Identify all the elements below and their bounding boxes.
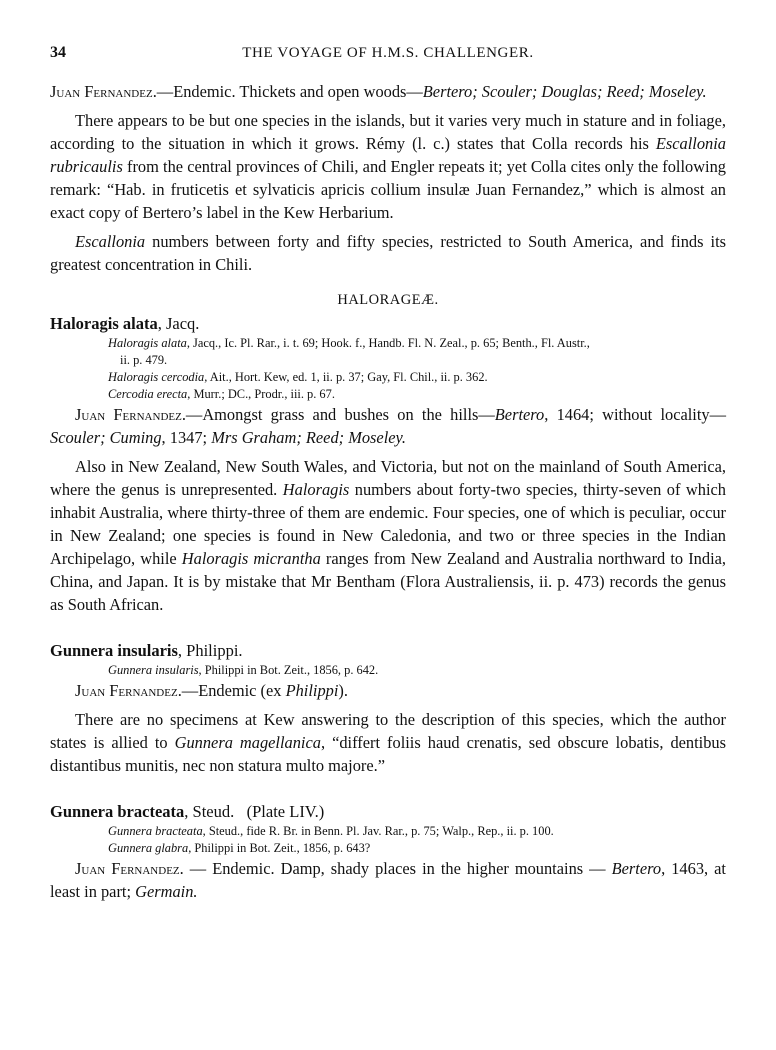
synonym-line: Haloragis alata, Jacq., Ic. Pl. Rar., i. t. 69; Hook. f., Handb. Fl. N. Zeal., p. 65; Benth., Fl. Austr., ii. p. 479.: [108, 336, 590, 367]
section-title: HALORAGEÆ.: [337, 292, 439, 308]
species-heading-gunnera-insularis: Gunnera insularis, Philippi.: [50, 641, 243, 660]
page-header: [50, 44, 726, 68]
locality: Juan Fernandez: [75, 859, 180, 878]
locality: Juan Fernandez: [75, 405, 182, 424]
distribution-escallonia: Juan Fernandez.—Endemic. Thickets and open woods—Bertero; Scouler; Douglas; Reed; Moseley.: [50, 82, 707, 101]
paragraph-escallonia-note: There appears to be but one species in the islands, but it varies very much in stature and in foliage, according to the situation in which it grows. Rémy (l. c.) states that Colla records his Escallonia rubricaulis from the central provinces of Chili, and Engler repeats it; yet Colla cites only the following remark: “Hab. in fruticetis et sylvaticis apricis collium insulæ Juan Fernandez,” which is almost an exact copy of Bertero’s label in the Kew Herbarium.: [50, 111, 726, 222]
paragraph-gunnera-insularis-note: There are no specimens at Kew answering to the description of this species, which the author states is allied to Gunnera magellanica, “differt foliis haud crenatis, sed obscure lobatis, dentibus distantibus munitis, nec non statura multo majore.”: [50, 710, 726, 775]
synonym-line: Haloragis cercodia, Ait., Hort. Kew, ed. 1, ii. p. 37; Gay, Fl. Chil., ii. p. 362.: [108, 370, 488, 384]
species-heading-gunnera-bracteata: Gunnera bracteata, Steud. (Plate LIV.): [50, 802, 325, 821]
synonym-line: Gunnera glabra, Philippi in Bot. Zeit., 1856, p. 643?: [108, 841, 371, 855]
synonym-line: Gunnera insularis, Philippi in Bot. Zeit., 1856, p. 642.: [108, 663, 379, 677]
locality: Juan Fernandez: [75, 681, 178, 700]
plate-reference: (Plate LIV.): [246, 802, 325, 821]
page-body: [50, 80, 726, 903]
running-title: THE VOYAGE OF H.M.S. CHALLENGER.: [242, 45, 534, 61]
page-number: 34: [50, 44, 66, 61]
locality: Juan Fernandez: [50, 82, 153, 101]
synonym-line: Gunnera bracteata, Steud., fide R. Br. in Benn. Pl. Jav. Rar., p. 75; Walp., Rep., ii. p. 100.: [108, 824, 554, 838]
paragraph-escallonia-range: Escallonia numbers between forty and fifty species, restricted to South America, and finds its greatest concentration in Chili.: [50, 232, 726, 274]
distribution-gunnera-bracteata: Juan Fernandez. — Endemic. Damp, shady places in the higher mountains — Bertero, 1463, at least in part; Germain.: [50, 859, 726, 901]
distribution-gunnera-insularis: Juan Fernandez.—Endemic (ex Philippi).: [75, 681, 348, 700]
paragraph-haloragis-range: Also in New Zealand, New South Wales, and Victoria, but not on the mainland of South America, where the genus is unrepresented. Haloragis numbers about forty-two species, thirty-seven of which inhabit Australia, where thirty-three of them are endemic. Four species, one of which is peculiar, occur in New Zealand; one species is found in New Caledonia, and two or three species in the Indian Archipelago, while Haloragis micrantha ranges from New Zealand and Australia northward to India, China, and Japan. It is by mistake that Mr Bentham (Flora Australiensis, ii. p. 473) records the genus as South African.: [50, 457, 727, 614]
synonym-line: Cercodia erecta, Murr.; DC., Prodr., iii. p. 67.: [108, 387, 335, 401]
distribution-haloragis-alata: Juan Fernandez.—Amongst grass and bushes on the hills—Bertero, 1464; without locality—Scouler; Cuming, 1347; Mrs Graham; Reed; Moseley.: [50, 405, 726, 447]
species-heading-haloragis-alata: Haloragis alata, Jacq.: [50, 314, 200, 333]
